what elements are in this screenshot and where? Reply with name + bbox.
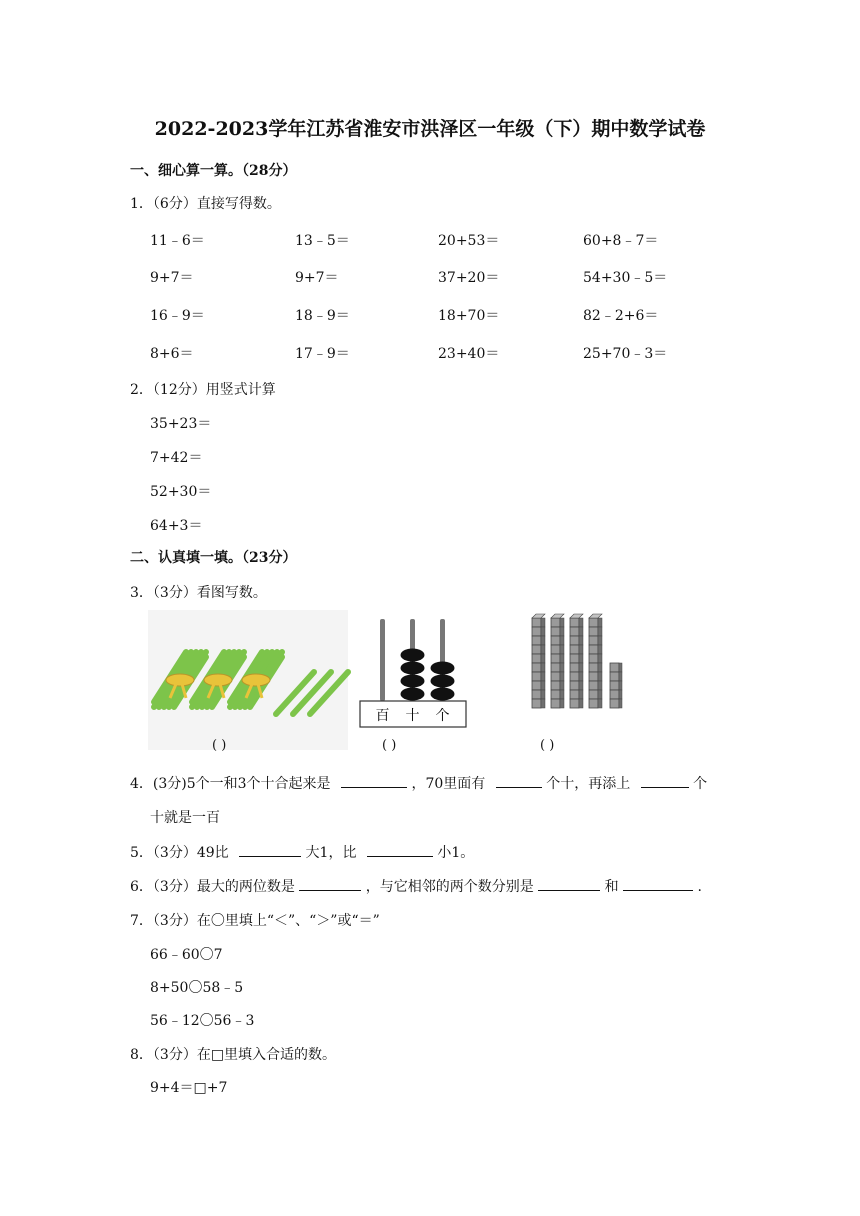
q4-blank-3[interactable] <box>641 773 689 788</box>
q8-item: 9+4＝□+7 <box>150 1080 228 1096</box>
q7-item: 66﹣60〇7 <box>150 947 223 963</box>
abacus-label-tens: 十 <box>405 708 420 724</box>
answer-paren-1[interactable]: ( ) <box>212 738 227 753</box>
q5-text: 5．（3分）49比 <box>130 845 229 861</box>
q6-text: . <box>697 879 702 895</box>
unit-cube <box>610 672 619 681</box>
ten-rod <box>589 614 602 708</box>
unit-cube <box>610 699 619 708</box>
stick-bundles-figure <box>148 610 348 750</box>
q1-item: 17﹣9＝ <box>295 346 350 362</box>
question-6 <box>130 876 702 896</box>
q4-blank-1[interactable] <box>341 773 407 788</box>
ten-rod <box>570 614 583 708</box>
question-4 <box>130 773 707 793</box>
q1-item: 20+53＝ <box>438 233 500 249</box>
q6-blank-3[interactable] <box>623 876 693 891</box>
section-1-heading: 一、细心算一算。（28分） <box>130 163 297 179</box>
abacus-bead <box>431 662 455 675</box>
question-7-label: 7．（3分）在〇里填上“＜”、“＞”或“＝” <box>130 913 380 929</box>
q1-item: 18+70＝ <box>438 308 500 324</box>
q1-item: 9+7＝ <box>295 270 339 286</box>
question-1-label: 1．（6分）直接写得数。 <box>130 196 281 212</box>
q2-item: 64+3＝ <box>150 518 203 534</box>
section-2-heading: 二、认真填一填。（23分） <box>130 550 297 566</box>
question-4-line-2: 十就是一百 <box>150 810 220 826</box>
answer-paren-2[interactable]: ( ) <box>382 738 397 753</box>
q6-blank-2[interactable] <box>538 876 600 891</box>
unit-cube <box>610 690 619 699</box>
question-8-label: 8．（3分）在□里填入合适的数。 <box>130 1047 337 1063</box>
q6-blank-1[interactable] <box>299 876 361 891</box>
q2-item: 7+42＝ <box>150 450 203 466</box>
ten-rod <box>551 614 564 708</box>
q1-item: 54+30﹣5＝ <box>583 270 668 286</box>
q2-item: 35+23＝ <box>150 416 212 432</box>
q6-text: ，与它相邻的两个数分别是 <box>365 879 534 895</box>
q4-blank-2[interactable] <box>496 773 542 788</box>
ten-rod <box>532 614 545 708</box>
q1-item: 25+70﹣3＝ <box>583 346 668 362</box>
q2-item: 52+30＝ <box>150 484 212 500</box>
question-2-label: 2．（12分）用竖式计算 <box>130 382 276 398</box>
q1-item: 16﹣9＝ <box>150 308 205 324</box>
abacus-bead <box>401 688 425 701</box>
abacus-label-hundreds: 百 <box>375 708 390 724</box>
abacus-bead <box>401 675 425 688</box>
abacus-bead <box>401 662 425 675</box>
q1-item: 82﹣2+6＝ <box>583 308 659 324</box>
q4-text: 个十，再添上 <box>546 776 631 792</box>
abacus-figure <box>358 615 470 731</box>
abacus-bead <box>431 675 455 688</box>
q1-item: 23+40＝ <box>438 346 500 362</box>
page-title: 2022-2023学年江苏省淮安市洪泽区一年级（下）期中数学试卷 <box>154 118 706 140</box>
q1-item: 60+8﹣7＝ <box>583 233 659 249</box>
q1-item: 13﹣5＝ <box>295 233 350 249</box>
q5-blank-1[interactable] <box>239 842 301 857</box>
question-3-label: 3．（3分）看图写数。 <box>130 585 267 601</box>
q5-text: 大1，比 <box>305 845 357 861</box>
answer-paren-3[interactable]: ( ) <box>540 738 555 753</box>
q5-text: 小1。 <box>437 845 475 861</box>
q7-item: 8+50〇58﹣5 <box>150 980 244 996</box>
q6-text: 6．（3分）最大的两位数是 <box>130 879 295 895</box>
abacus-bead <box>401 649 425 662</box>
q1-item: 18﹣9＝ <box>295 308 350 324</box>
q1-item: 11﹣6＝ <box>150 233 205 249</box>
base-ten-blocks-figure <box>528 612 628 718</box>
q5-blank-2[interactable] <box>367 842 433 857</box>
q1-item: 8+6＝ <box>150 346 194 362</box>
q1-item: 9+7＝ <box>150 270 194 286</box>
q1-item: 37+20＝ <box>438 270 500 286</box>
question-5 <box>130 842 474 862</box>
unit-cube <box>610 681 619 690</box>
q6-text: 和 <box>604 879 619 895</box>
q4-text: 4．(3分)5个一和3个十合起来是 <box>130 776 331 792</box>
abacus-bead <box>431 688 455 701</box>
q4-text: ，70里面有 <box>411 776 486 792</box>
q4-text: 个 <box>693 776 708 792</box>
abacus-label-ones: 个 <box>435 708 450 724</box>
unit-cube <box>610 663 619 672</box>
q7-item: 56﹣12〇56﹣3 <box>150 1013 255 1029</box>
